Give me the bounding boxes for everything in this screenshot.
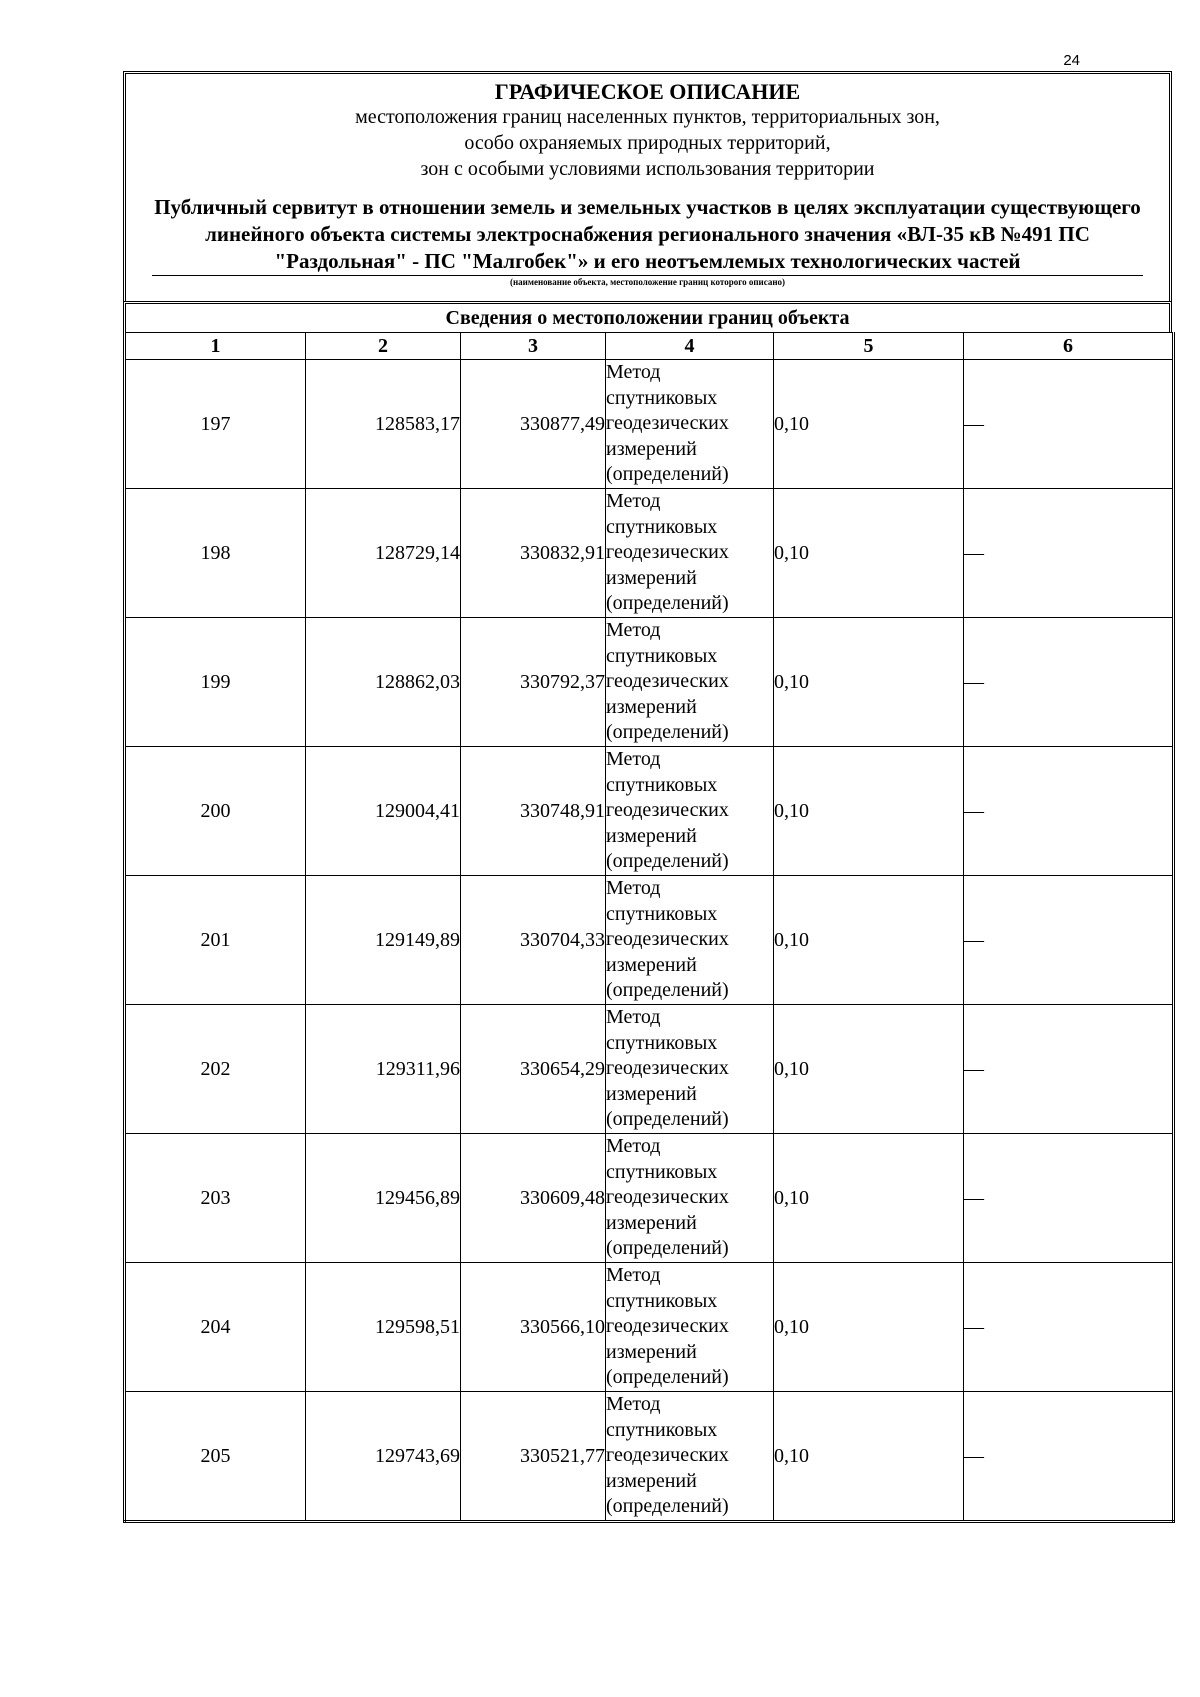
table-row [125,360,1174,489]
point-number: 203 [125,1134,306,1263]
method-line: (определений) [606,1366,729,1389]
point-description: — [964,747,1174,876]
coordinate-y: 330748,91 [461,747,606,876]
method-cell [606,1392,774,1522]
point-description: — [964,1392,1174,1522]
column-header: 5 [774,333,964,360]
coordinate-x: 129598,51 [306,1263,461,1392]
method-line: геодезических [606,670,729,693]
section-title: Сведения о местоположении границ объекта [123,301,1172,332]
method-line: измерений [606,1082,697,1105]
coordinates-table [123,332,1175,1523]
method-line: Метод [606,1006,661,1029]
page-number: 24 [1063,52,1080,69]
method-line: (определений) [606,592,729,615]
table-row [125,1005,1174,1134]
method-line: спутниковых [606,1160,718,1183]
method-line: геодезических [606,1186,729,1209]
accuracy-value: 0,10 [774,618,964,747]
method-line: Метод [606,1135,661,1158]
coordinate-y: 330832,91 [461,489,606,618]
method-cell [606,1263,774,1392]
document-title: ГРАФИЧЕСКОЕ ОПИСАНИЕ [494,79,801,104]
method-line: спутниковых [606,1031,718,1054]
method-line: спутниковых [606,515,718,538]
table-row [125,1134,1174,1263]
column-header: 2 [306,333,461,360]
method-line: спутниковых [606,644,718,667]
method-line: измерений [606,1211,697,1234]
method-line: (определений) [606,1495,729,1518]
method-line: (определений) [606,979,729,1002]
coordinate-x: 129149,89 [306,876,461,1005]
point-description: — [964,1005,1174,1134]
document-header [123,71,1172,301]
method-line: спутниковых [606,773,718,796]
point-number: 197 [125,360,306,489]
method-cell [606,1134,774,1263]
method-line: (определений) [606,463,729,486]
coordinate-x: 128583,17 [306,360,461,489]
table-row [125,747,1174,876]
method-line: спутниковых [606,902,718,925]
point-number: 204 [125,1263,306,1392]
table-row [125,1263,1174,1392]
method-line: (определений) [606,1237,729,1260]
point-number: 201 [125,876,306,1005]
coordinate-x: 128862,03 [306,618,461,747]
method-line: (определений) [606,850,729,873]
point-description: — [964,876,1174,1005]
method-line: Метод [606,1264,661,1287]
coordinate-y: 330609,48 [461,1134,606,1263]
coordinate-x: 128729,14 [306,489,461,618]
accuracy-value: 0,10 [774,1263,964,1392]
point-number: 205 [125,1392,306,1522]
accuracy-value: 0,10 [774,1134,964,1263]
method-line: геодезических [606,1444,729,1467]
method-line: измерений [606,953,697,976]
coordinate-y: 330877,49 [461,360,606,489]
method-line: спутниковых [606,386,718,409]
object-caption: (наименование объекта, местоположение границ которого описано) [509,277,786,287]
table-row [125,618,1174,747]
object-name: Публичный сервитут в отношении земель и земельных участков в целях эксплуатации существующего линейного объекта системы электроснабжения регионального значения «ВЛ-35 кВ №491 ПС "Раздольная" - ПС "Малгобек"» и его неотъемлемых технологических частей [152,194,1143,276]
method-line: Метод [606,1393,661,1416]
method-line: Метод [606,877,661,900]
accuracy-value: 0,10 [774,747,964,876]
accuracy-value: 0,10 [774,489,964,618]
table-body [125,360,1174,1522]
method-line: (определений) [606,1108,729,1131]
column-header: 3 [461,333,606,360]
method-line: (определений) [606,721,729,744]
accuracy-value: 0,10 [774,1005,964,1134]
point-number: 200 [125,747,306,876]
point-description: — [964,1263,1174,1392]
coordinate-y: 330792,37 [461,618,606,747]
coordinate-x: 129743,69 [306,1392,461,1522]
point-number: 199 [125,618,306,747]
method-line: Метод [606,490,661,513]
method-cell [606,747,774,876]
point-description: — [964,489,1174,618]
point-description: — [964,1134,1174,1263]
coordinate-y: 330654,29 [461,1005,606,1134]
method-line: геодезических [606,541,729,564]
method-line: измерений [606,695,697,718]
method-line: геодезических [606,928,729,951]
accuracy-value: 0,10 [774,360,964,489]
accuracy-value: 0,10 [774,1392,964,1522]
column-header: 4 [606,333,774,360]
method-line: измерений [606,1340,697,1363]
method-line: геодезических [606,1315,729,1338]
table-row [125,1392,1174,1522]
point-number: 202 [125,1005,306,1134]
method-cell [606,489,774,618]
column-header: 6 [964,333,1174,360]
method-cell [606,618,774,747]
method-line: спутниковых [606,1418,718,1441]
method-cell [606,876,774,1005]
accuracy-value: 0,10 [774,876,964,1005]
subtitle-line-2: особо охраняемых природных территорий, [464,132,831,154]
table-header-row [125,333,1174,360]
coordinate-x: 129456,89 [306,1134,461,1263]
method-line: спутниковых [606,1289,718,1312]
coordinate-x: 129311,96 [306,1005,461,1134]
table-row [125,876,1174,1005]
method-line: Метод [606,748,661,771]
document-frame [123,71,1172,1523]
point-description: — [964,618,1174,747]
column-header: 1 [125,333,306,360]
coordinate-x: 129004,41 [306,747,461,876]
coordinate-y: 330704,33 [461,876,606,1005]
method-line: Метод [606,361,661,384]
method-line: измерений [606,437,697,460]
subtitle-line-1: местоположения границ населенных пунктов, территориальных зон, [355,106,940,128]
method-line: измерений [606,566,697,589]
table-row [125,489,1174,618]
method-line: геодезических [606,1057,729,1080]
subtitle-line-3: зон с особыми условиями использования территории [420,158,875,180]
method-cell [606,360,774,489]
coordinate-y: 330521,77 [461,1392,606,1522]
method-line: Метод [606,619,661,642]
point-number: 198 [125,489,306,618]
method-line: геодезических [606,412,729,435]
point-description: — [964,360,1174,489]
method-line: измерений [606,824,697,847]
coordinate-y: 330566,10 [461,1263,606,1392]
method-line: геодезических [606,799,729,822]
method-cell [606,1005,774,1134]
method-line: измерений [606,1469,697,1492]
